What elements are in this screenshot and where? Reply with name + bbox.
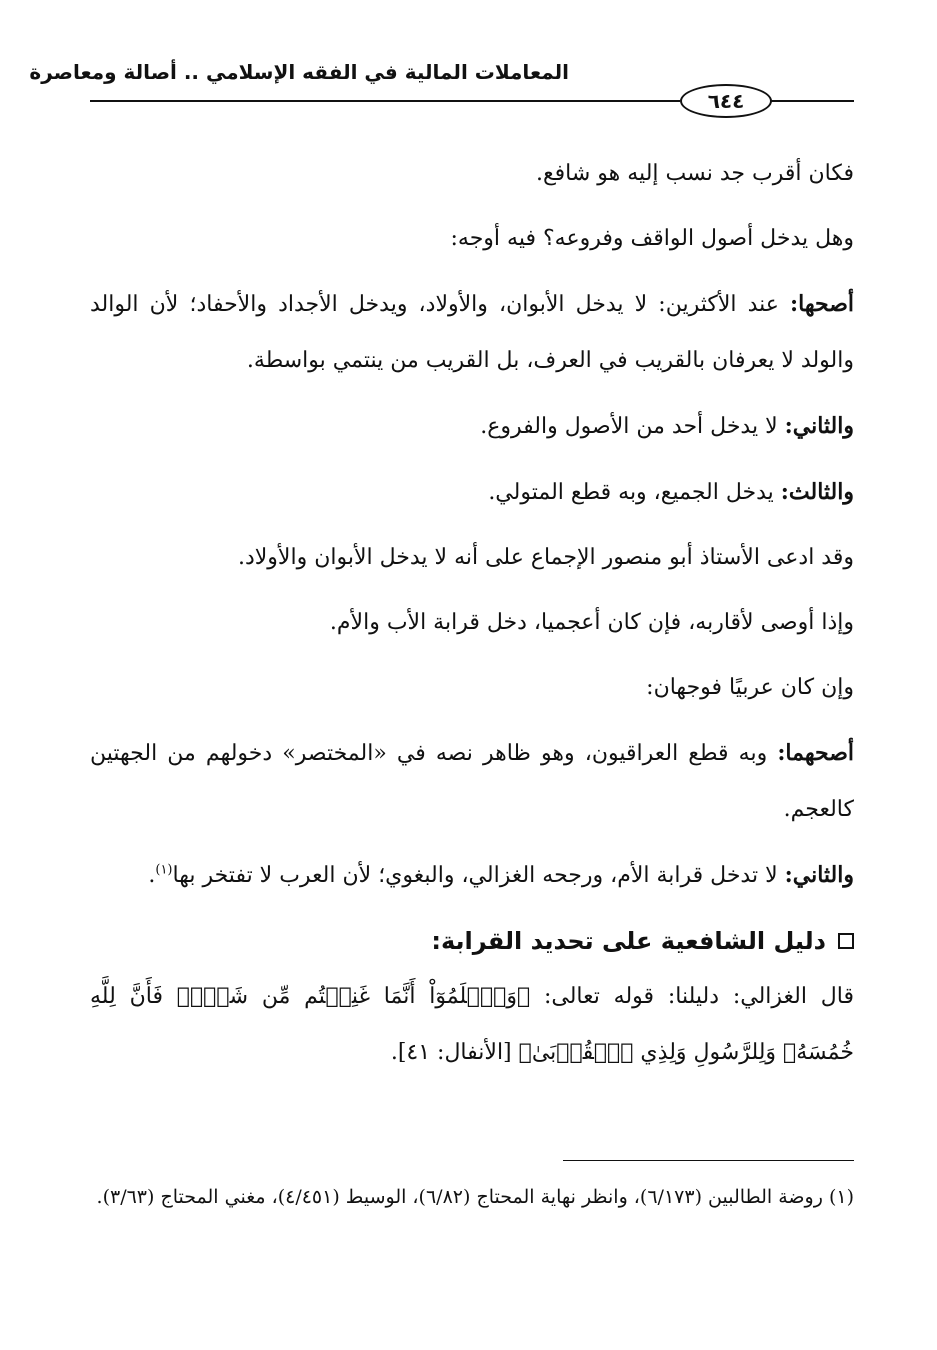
paragraph-text: يدخل الجميع، وبه قطع المتولي. [488,480,781,505]
paragraph-lead: والثالث: [780,479,854,505]
paragraph: وهل يدخل أصول الواقف وفروعه؟ فيه أوجه: [450,226,854,251]
paragraph [90,464,854,521]
paragraph [90,847,854,904]
paragraph: وإن كان عربيًا فوجهان: [646,675,854,700]
paragraph [90,276,854,389]
paragraph-text: قال الغزالي: دليلنا: قوله تعالى: [530,984,854,1009]
paragraph [90,398,854,455]
quran-verse: ﴿وَٱعۡلَمُوٓاْ أَنَّمَا غَنِمۡتُم مِّن شَيۡءٖ فَأَنَّ لِلَّهِ خُمُسَهُۥ وَلِلرَّسُولِ وَلِذِي ٱلۡقُرۡبَىٰ﴾ [90,984,854,1065]
paragraph [90,725,854,838]
footnote-reference: (١) [155,862,173,878]
header-rule [768,100,854,102]
paragraph: وإذا أوصى لأقاربه، فإن كان أعجميا، دخل قرابة الأب والأم. [329,610,854,635]
main-text [90,146,854,1090]
paragraph-end: . [148,863,156,888]
paragraph: فكان أقرب جد نسب إليه هو شافع. [535,161,854,186]
footnote: (١) روضة الطالبين (٦/١٧٣)، وانظر نهاية المحتاج (٦/٨٢)، الوسيط (٤/٤٥١)، مغني المحتاج (٣/٦٣). [96,1186,854,1208]
header-rule [90,100,680,102]
section-heading [90,913,854,969]
paragraph-text: وبه قطع العراقيون، وهو ظاهر نصه في «المختصر» دخولهم من الجهتين كالعجم. [90,741,854,822]
paragraph-text: عند الأكثرين: لا يدخل الأبوان، والأولاد، ويدخل الأجداد والأحفاد؛ لأن الوالد والولد لا يعرفان بالقريب في العرف، بل القريب من ينتمي بواسطة. [90,292,854,373]
running-header-title: المعاملات المالية في الفقه الإسلامي .. أصالة ومعاصرة [29,60,569,84]
paragraph [90,969,854,1081]
paragraph: وقد ادعى الأستاذ أبو منصور الإجماع على أنه لا يدخل الأبوان والأولاد. [237,545,854,570]
page-number: ٦٤٤ [680,84,772,118]
paragraph-lead: والثاني: [784,413,854,439]
paragraph-text: لا يدخل أحد من الأصول والفروع. [480,414,785,439]
paragraph-lead: أصحهما: [777,740,854,766]
square-icon [838,933,854,949]
section-heading-text: دليل الشافعية على تحديد القرابة: [431,927,826,955]
paragraph-lead: أصحها: [790,291,854,317]
footnote-rule [563,1160,854,1161]
verse-citation: [الأنفال: ٤١]. [390,1040,519,1065]
paragraph-text: لا تدخل قرابة الأم، ورجحه الغزالي، والبغوي؛ لأن العرب لا تفتخر بها [172,863,785,888]
paragraph-lead: والثاني: [784,862,854,888]
